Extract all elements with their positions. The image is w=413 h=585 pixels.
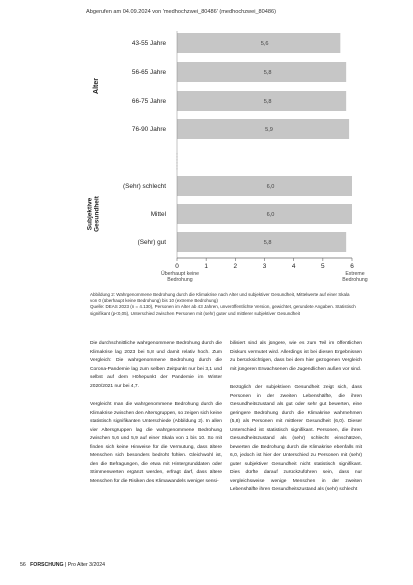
body-column-right	[230, 340, 362, 505]
tick-label: 1	[204, 263, 208, 270]
paragraph: Die durchschnittliche wahrgenommene Bedrohung durch die Klimakrise lag 2023 bei 5,8 und damit relativ hoch. Zum Vergleich: Die wahrgenommene Bedrohung durch die Corona-Pandemie lag zum selben Zeitpunkt nur bei 3,1 und selbst auf dem Höhepunkt der Pandemie im Winter 2020/2021 nur bei 4,7.	[90, 341, 222, 389]
bar	[177, 33, 340, 53]
tick-label: 5	[321, 263, 325, 270]
data-label: 5,8	[263, 240, 272, 246]
caption-figure-text: Abbildung 2: Wahrgenommene Bedrohung durch die Klimakrise nach Alter und subjektiver Gesundheit, Mittelwerte auf einer Skala von 0 (überhaupt keine Bedrohung) bis 10 (extreme Bedrohung)	[90, 292, 350, 304]
bar	[177, 176, 352, 196]
category-label: 56-65 Jahre	[131, 69, 166, 77]
page-footer: 56 FORSCHUNG | Pro Alter 3/2024	[20, 562, 105, 568]
bar	[177, 119, 349, 139]
download-note: Abgerufen am 04.09.2024 von 'medhochzwei_80486' (medhochzwei_80486)	[86, 9, 276, 15]
category-label: Mittel	[150, 211, 166, 219]
category-label: 43-55 Jahre	[131, 40, 166, 48]
tick-label: 0	[175, 263, 179, 270]
data-label: 6,0	[266, 184, 275, 190]
data-label: 5,8	[263, 70, 272, 76]
bar-chart	[0, 0, 413, 292]
bar	[177, 232, 346, 252]
body-column-left	[90, 340, 222, 496]
category-label: 66-75 Jahre	[131, 98, 166, 106]
tick-annotation-left: Überhaupt keine Bedrohung	[160, 271, 200, 283]
figure-caption	[90, 292, 356, 317]
paragraph: bilisiert sind als jüngere, wie es zum Teil im öffentlichen Diskurs vermutet wird. Allerdings ist bei diesen Ergebnissen zu berücksichtigen, dass bei dem hier gezogenen Vergleich mit jüngeren Erwachsenen die Jugendlichen außen vor sind.	[230, 341, 362, 372]
data-label: 5,9	[265, 127, 273, 133]
category-label: 76-90 Jahre	[131, 126, 166, 134]
category-label: (Sehr) gut	[137, 239, 166, 247]
page-number: 56	[20, 562, 26, 568]
bar	[177, 62, 346, 82]
paragraph: Bezüglich der subjektiven Gesundheit zeigt sich, dass Personen in der zweiten Lebenshälfte, die ihren Gesundheitszustand als gut oder sehr gut bewerten, eine geringere Bedrohung durch die Klimakrise wahrnehmen (5,8) als Personen mit mittlerer Gesundheit (6,0). Dieser Unterschied ist statistisch signifikant. Personen, die ihren Gesundheitszustand als (sehr) schlecht einschätzen, bewerten die Bedrohung durch die Klimakrise ebenfalls mit 6,0, jedoch ist hier der Unterschied zu Personen mit (sehr) guter subjektiver Gesundheit nicht statistisch signifikant. Dies dürfte darauf zurückzuführen sein, dass nur vergleichsweise wenige Menschen in der zweiten Lebenshälfte ihren Gesundheitszustand als (sehr) schlecht	[230, 385, 362, 492]
tick-label: 3	[262, 263, 267, 270]
group-label: SubjektiveGesundheit	[86, 196, 101, 232]
tick-label: 4	[291, 263, 296, 270]
data-label: 5,6	[260, 41, 269, 47]
paragraph: Vergleicht man die wahrgenommene Bedrohung durch die Klimakrise zwischen den Altersgruppen, so zeigen sich keine statistisch signifikanten Unterschiede (Abbildung 2). In allen vier Altersgruppen lag die wahrgenommene Bedrohung zwischen 5,6 und 5,9 auf einer Skala von 1 bis 10. So mit finden sich keine Hinweise für die Vermutung, dass ältere Menschen sich besonders bedroht fühlen. Gleichwohl ist, den die Befragungen, die etwa mit Hintergrunddaten oder Stimmenwerten ergänzt werden, erfragt darf, dass ältere Menschen für die Risiken des Klimawandels weniger sensi-	[90, 402, 222, 484]
group-label: Alter	[93, 78, 100, 94]
bar	[177, 91, 346, 111]
tick-label: 2	[233, 263, 238, 270]
caption-source-text: Quelle: DEAS 2023 (n = 4.130), Personen im Alter ab 43 Jahren, unveröffentlichte Version, gewichtet, gerundete Angaben. Statistisch signifikant (p<0,05), Unterschied zwischen Personen mit (sehr) guter und mittlerer subjektiver Gesundheit	[90, 304, 356, 316]
tick-annotation-right: Extreme Bedrohung	[342, 271, 368, 283]
data-label: 6,0	[266, 212, 275, 218]
section-name: FORSCHUNG	[30, 562, 64, 568]
category-label: (Sehr) schlecht	[123, 183, 166, 191]
tick-label: 6	[350, 263, 354, 270]
journal-name: Pro Alter 3/2024	[67, 562, 105, 568]
data-label: 5,8	[263, 99, 272, 105]
bar	[177, 204, 352, 224]
